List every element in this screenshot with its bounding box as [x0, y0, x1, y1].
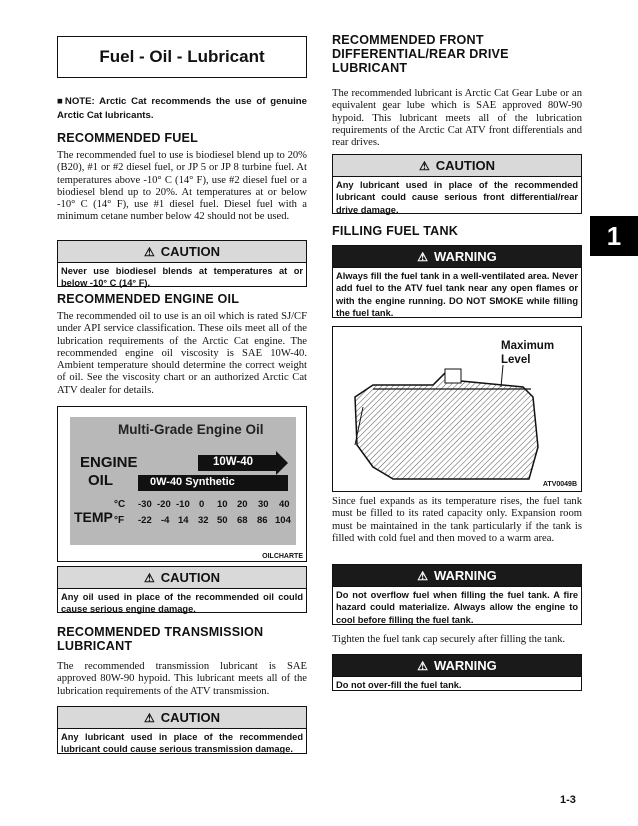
- tick-c: 20: [237, 499, 248, 510]
- maximum-level-label-1: Maximum: [501, 340, 555, 352]
- heading-front-differential-lubricant: RECOMMENDED FRONT DIFFERENTIAL/REAR DRIVE LUBRICANT: [332, 33, 509, 75]
- tick-c: -10: [176, 499, 190, 510]
- tick-f: 50: [217, 515, 228, 526]
- heading-transmission-lubricant: RECOMMENDED TRANSMISSION LUBRICANT: [57, 625, 264, 653]
- tick-c: 40: [279, 499, 290, 510]
- warning-text: Always fill the fuel tank in a well-ventilated area. Never add fuel to the ATV fuel tank near any open flames or with the engine running. DO NOT SMOKE while filling the fuel tank.: [336, 271, 578, 319]
- tick-f: -4: [161, 515, 170, 526]
- oil-paragraph: The recommended oil to use is an oil which is rated SJ/CF under API service classification. These oils meet all of the lubrication requirements of the Arctic Cat engine. The recommended engine oil viscosity is SAE 10W-40. Ambient temperature should determine the correct weight of oil. See the viscosity chart or an authorized Arctic Cat ATV dealer for details.: [57, 311, 307, 396]
- warning-header: [333, 565, 581, 587]
- caution-text: Never use biodiesel blends at temperatures at or below -10° C (14° F).: [61, 266, 303, 289]
- warning-triangle-icon: ⚠: [144, 710, 155, 725]
- caution-label: CAUTION: [160, 710, 220, 725]
- fuel-paragraph: The recommended fuel to use is biodiesel blend up to 20% (B20), #1 or #2 diesel fuel, or JP 5 or JP 8 turbine fuel. At temperatures above -10° C (14° F), use #2 diesel fuel or a biodiesel blend up to 20%. At temperatures at or below -10° C (14° F), use #1 diesel fuel. Diesel fuel with a minimum cetane number below 42 should not be used.: [57, 150, 307, 223]
- caution-header: [58, 707, 306, 729]
- warning-triangle-icon: ⚠: [419, 158, 430, 173]
- warning-triangle-icon: ⚠: [144, 244, 155, 259]
- warning-triangle-icon: ⚠: [417, 249, 428, 264]
- warning-header: [333, 246, 581, 268]
- caution-box-engine-oil: [57, 566, 307, 613]
- celsius-unit: °C: [114, 499, 126, 510]
- caution-text: Any oil used in place of the recommended oil could cause serious engine damage.: [61, 592, 303, 615]
- temp-label: TEMP: [74, 509, 113, 525]
- tick-f: 68: [237, 515, 248, 526]
- tick-f: 104: [275, 515, 291, 526]
- tick-c: 30: [258, 499, 269, 510]
- transmission-paragraph: The recommended transmission lubricant is SAE approved 80W-90 hypoid. This lubricant meets all of the lubrication requirements of the ATV transmission.: [57, 661, 307, 697]
- caution-header: [333, 155, 581, 177]
- warning-header: [333, 655, 581, 677]
- section-tab: 1: [590, 216, 638, 256]
- tick-f: 32: [198, 515, 209, 526]
- warning-triangle-icon: ⚠: [417, 568, 428, 583]
- caution-box-biodiesel: [57, 240, 307, 287]
- warning-triangle-icon: ⚠: [417, 658, 428, 673]
- tick-c: 0: [199, 499, 205, 510]
- oil-chart-figure: [57, 406, 307, 562]
- caution-header: [58, 567, 306, 589]
- fuel-tank-figure: [332, 326, 582, 492]
- arrow-right-icon: [276, 451, 288, 475]
- bar-label-0w40: 0W-40 Synthetic: [150, 476, 235, 488]
- warning-box-ventilated: [332, 245, 582, 318]
- warning-text: Do not over-fill the fuel tank.: [336, 680, 462, 690]
- oil-chart-panel: [70, 417, 296, 545]
- warning-label: WARNING: [433, 568, 497, 583]
- heading-recommended-fuel: RECOMMENDED FUEL: [57, 131, 199, 145]
- note: ■NOTE: Arctic Cat recommends the use of genuine Arctic Cat lubricants.: [57, 96, 307, 121]
- bar-label-10w40: 10W-40: [213, 456, 254, 468]
- engine-label: ENGINE: [80, 454, 138, 471]
- caution-label: CAUTION: [160, 570, 220, 585]
- maximum-level-label-2: Level: [501, 354, 531, 366]
- tick-f: 14: [178, 515, 189, 526]
- heading-filling-fuel-tank: FILLING FUEL TANK: [332, 224, 459, 238]
- caution-text: Any lubricant used in place of the recommended lubricant could cause serious front differential/rear drive damage.: [336, 180, 578, 215]
- caution-label: CAUTION: [160, 244, 220, 259]
- warning-label: WARNING: [433, 658, 497, 673]
- tick-c: -30: [138, 499, 152, 510]
- warning-label: WARNING: [433, 249, 497, 264]
- heading-recommended-engine-oil: RECOMMENDED ENGINE OIL: [57, 292, 240, 306]
- page-title: Fuel - Oil - Lubricant: [99, 47, 265, 66]
- tick-f: 86: [257, 515, 268, 526]
- warning-box-overflow: [332, 564, 582, 625]
- warning-text: Do not overflow fuel when filling the fuel tank. A fire hazard could materialize. Always allow the engine to cool before filling the fuel tank.: [336, 590, 578, 625]
- fahrenheit-unit: °F: [114, 515, 125, 526]
- tick-c: 10: [217, 499, 228, 510]
- tick-f: -22: [138, 515, 152, 526]
- warning-triangle-icon: ⚠: [144, 570, 155, 585]
- title-box: [57, 36, 307, 78]
- tighten-cap-paragraph: Tighten the fuel tank cap securely after filling the tank.: [332, 634, 566, 645]
- caution-label: CAUTION: [435, 158, 495, 173]
- differential-paragraph: The recommended lubricant is Arctic Cat Gear Lube or an equivalent gear lube which is SAE approved 80W-90 hypoid. This lubricant meets all of the lubrication requirements of the Arctic Cat ATV front differentials and rear drives.: [332, 88, 582, 149]
- figure-caption: OILCHARTE: [262, 553, 303, 560]
- caution-box-transmission: [57, 706, 307, 754]
- figure-caption: ATV0049B: [542, 481, 577, 488]
- oil-chart-title: Multi-Grade Engine Oil: [118, 422, 264, 437]
- fuel-expansion-paragraph: Since fuel expands as its temperature rises, the fuel tank must be filled to its rated capacity only. Expansion room must be maintained in the tank particularly if the tank is filled with cold fuel and then moved to a warm area.: [332, 496, 582, 544]
- caution-header: [58, 241, 306, 263]
- page-number: 1-3: [560, 794, 576, 806]
- caution-box-differential: [332, 154, 582, 214]
- warning-box-overfill: [332, 654, 582, 691]
- oil-label: OIL: [88, 472, 113, 489]
- caution-text: Any lubricant used in place of the recommended lubricant could cause serious transmission damage.: [61, 732, 303, 755]
- tick-c: -20: [157, 499, 171, 510]
